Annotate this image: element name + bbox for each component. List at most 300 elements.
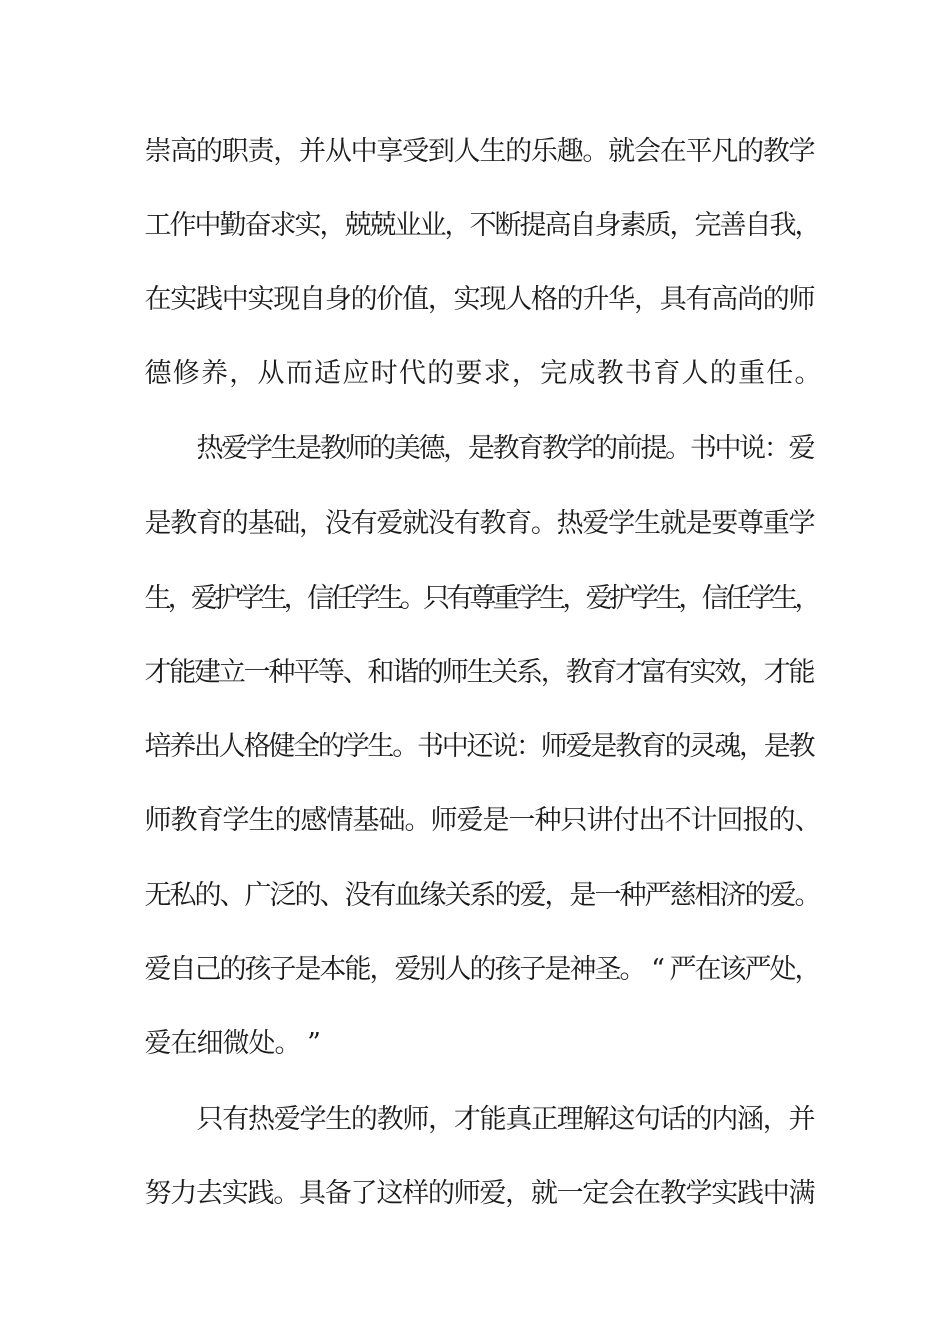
glyph: 爱 <box>769 880 797 911</box>
glyph: 魂 <box>714 731 742 762</box>
glyph: 代 <box>398 358 426 389</box>
glyph: 育 <box>590 657 618 688</box>
glyph: 子 <box>269 954 297 985</box>
glyph: 职 <box>221 136 249 167</box>
glyph: ， <box>283 583 311 614</box>
glyph: 会 <box>608 1178 636 1209</box>
glyph: 中 <box>221 284 249 315</box>
glyph: 师 <box>441 657 469 688</box>
glyph: 热 <box>556 508 584 539</box>
text-line <box>0 579 950 619</box>
glyph: 生 <box>367 731 395 762</box>
text-line <box>0 1024 950 1064</box>
glyph: 谐 <box>392 657 420 688</box>
glyph: 血 <box>394 880 422 911</box>
glyph: 说 <box>491 731 519 762</box>
glyph: 、 <box>319 880 347 911</box>
glyph: 任 <box>724 583 752 614</box>
glyph: 种 <box>619 880 647 911</box>
text-line <box>0 1174 950 1214</box>
glyph: 的 <box>591 433 619 464</box>
glyph: 的 <box>505 136 533 167</box>
glyph: 就 <box>608 136 636 167</box>
glyph: 富 <box>639 657 667 688</box>
glyph: 自 <box>299 284 327 315</box>
glyph: 没 <box>427 508 455 539</box>
glyph: 严 <box>744 954 772 985</box>
glyph: 一 <box>594 880 622 911</box>
glyph: 践 <box>736 1178 764 1209</box>
glyph: 求 <box>483 358 511 389</box>
glyph: 学 <box>788 136 816 167</box>
glyph: 。 <box>404 805 432 836</box>
glyph: 。 <box>392 731 420 762</box>
glyph: 德 <box>144 358 172 389</box>
glyph: 适 <box>314 358 342 389</box>
glyph: 师 <box>788 284 816 315</box>
glyph: 践 <box>247 1178 275 1209</box>
glyph: 值 <box>402 284 430 315</box>
text-line <box>0 653 950 693</box>
glyph: 趣 <box>556 136 584 167</box>
glyph: 。 <box>582 136 610 167</box>
glyph: 神 <box>569 954 597 985</box>
glyph: 能 <box>344 954 372 985</box>
glyph: 关 <box>444 880 472 911</box>
glyph: 任 <box>766 358 794 389</box>
glyph: 能 <box>788 657 816 688</box>
glyph: 系 <box>516 657 544 688</box>
glyph: ， <box>794 583 822 614</box>
glyph: 任 <box>330 583 358 614</box>
glyph: 出 <box>638 805 666 836</box>
glyph: 生 <box>376 583 404 614</box>
glyph: 兢 <box>369 210 397 241</box>
glyph: 慈 <box>669 880 697 911</box>
glyph: 生 <box>466 657 494 688</box>
glyph: 格 <box>530 284 558 315</box>
glyph: 师 <box>344 433 372 464</box>
glyph: ” <box>307 1028 321 1059</box>
glyph: 这 <box>376 1178 404 1209</box>
glyph: 生 <box>260 583 288 614</box>
glyph: 广 <box>244 880 272 911</box>
glyph: 实 <box>294 210 322 241</box>
glyph: 善 <box>719 210 747 241</box>
glyph: 的 <box>664 731 692 762</box>
glyph: 该 <box>719 954 747 985</box>
text-line <box>0 876 950 916</box>
glyph: 勤 <box>219 210 247 241</box>
glyph: 的 <box>744 880 772 911</box>
glyph: 。 <box>273 1178 301 1209</box>
glyph: 重 <box>492 583 520 614</box>
glyph: ， <box>794 954 822 985</box>
glyph: 。 <box>399 583 427 614</box>
glyph: 真 <box>505 1104 533 1135</box>
glyph: 学 <box>245 433 273 464</box>
glyph: 正 <box>531 1104 559 1135</box>
glyph: 生 <box>771 583 799 614</box>
glyph: 身 <box>324 284 352 315</box>
glyph: 、 <box>794 805 822 836</box>
glyph: 育 <box>196 805 224 836</box>
glyph: 培 <box>144 731 172 762</box>
glyph: 人 <box>444 954 472 985</box>
glyph: “ <box>651 954 665 985</box>
glyph: 会 <box>633 136 661 167</box>
glyph: 应 <box>342 358 370 389</box>
glyph: 爱 <box>273 1104 301 1135</box>
glyph: 满 <box>788 1178 816 1209</box>
glyph: 爱 <box>565 731 593 762</box>
glyph: ， <box>762 1104 790 1135</box>
glyph: 本 <box>319 954 347 985</box>
glyph: 理 <box>556 1104 584 1135</box>
glyph: 我 <box>769 210 797 241</box>
glyph: 尊 <box>736 508 764 539</box>
glyph: ， <box>794 210 822 241</box>
glyph: 只 <box>560 805 588 836</box>
glyph: 爱 <box>479 1178 507 1209</box>
glyph: 的 <box>685 1104 713 1135</box>
glyph: 乐 <box>530 136 558 167</box>
glyph: 前 <box>615 433 643 464</box>
glyph: 中 <box>441 731 469 762</box>
glyph: ， <box>319 210 347 241</box>
text-line <box>0 429 950 469</box>
glyph: 等 <box>317 657 345 688</box>
glyph: 学 <box>353 583 381 614</box>
glyph: 。 <box>619 954 647 985</box>
glyph: 还 <box>466 731 494 762</box>
glyph: 生 <box>144 583 172 614</box>
glyph: 兢 <box>344 210 372 241</box>
glyph: 回 <box>716 805 744 836</box>
glyph: 建 <box>194 657 222 688</box>
glyph: 完 <box>540 358 568 389</box>
glyph: 的 <box>709 358 737 389</box>
glyph: 工 <box>144 210 172 241</box>
glyph: 师 <box>402 1104 430 1135</box>
glyph: 圣 <box>594 954 622 985</box>
glyph: 付 <box>612 805 640 836</box>
glyph: ， <box>669 210 697 241</box>
glyph: 在 <box>170 1028 198 1059</box>
glyph: 济 <box>719 880 747 911</box>
glyph: ， <box>167 583 195 614</box>
glyph: 有 <box>446 583 474 614</box>
glyph: 教 <box>492 433 520 464</box>
glyph: 爱 <box>394 954 422 985</box>
glyph: 自 <box>744 210 772 241</box>
glyph: 关 <box>491 657 519 688</box>
glyph: 有 <box>453 508 481 539</box>
glyph: 书 <box>689 433 717 464</box>
glyph: ， <box>562 583 590 614</box>
text-line <box>0 504 950 544</box>
glyph: 子 <box>519 954 547 985</box>
glyph: 是 <box>763 731 791 762</box>
glyph: ， <box>299 508 327 539</box>
glyph: 高 <box>711 284 739 315</box>
glyph: 基 <box>247 508 275 539</box>
glyph: 在 <box>659 136 687 167</box>
glyph: 求 <box>269 210 297 241</box>
glyph: 相 <box>694 880 722 911</box>
text-line <box>0 801 950 841</box>
glyph: 效 <box>714 657 742 688</box>
glyph: 要 <box>711 508 739 539</box>
glyph: 具 <box>299 1178 327 1209</box>
glyph: 教 <box>596 358 624 389</box>
text-line <box>0 206 950 246</box>
glyph: 微 <box>222 1028 250 1059</box>
glyph: 素 <box>619 210 647 241</box>
glyph: 平 <box>685 136 713 167</box>
glyph: 爱 <box>585 583 613 614</box>
glyph: ， <box>443 433 471 464</box>
glyph: 爱 <box>519 880 547 911</box>
glyph: 的 <box>762 284 790 315</box>
glyph: 一 <box>556 1178 584 1209</box>
glyph: 从 <box>257 358 285 389</box>
glyph: 学 <box>515 583 543 614</box>
glyph: 人 <box>681 358 709 389</box>
glyph: 学 <box>342 731 370 762</box>
glyph: 就 <box>530 1178 558 1209</box>
glyph: 美 <box>393 433 421 464</box>
glyph: 己 <box>194 954 222 985</box>
glyph: 生 <box>325 1104 353 1135</box>
glyph: 的 <box>274 805 302 836</box>
glyph: 能 <box>169 657 197 688</box>
glyph: 崇 <box>144 136 172 167</box>
glyph: 中 <box>350 136 378 167</box>
glyph: 、 <box>342 657 370 688</box>
glyph: 严 <box>669 954 697 985</box>
glyph: 热 <box>247 1104 275 1135</box>
glyph: 就 <box>402 508 430 539</box>
glyph: 才 <box>453 1104 481 1135</box>
glyph: 信 <box>701 583 729 614</box>
glyph: 有 <box>369 880 397 911</box>
glyph: 高 <box>544 210 572 241</box>
glyph: 生 <box>270 433 298 464</box>
glyph: 现 <box>273 284 301 315</box>
text-line <box>0 354 950 394</box>
glyph: 是 <box>590 731 618 762</box>
glyph: 和 <box>367 657 395 688</box>
glyph: 计 <box>690 805 718 836</box>
glyph: 中 <box>714 433 742 464</box>
glyph: 有 <box>685 284 713 315</box>
glyph: 备 <box>324 1178 352 1209</box>
glyph: 报 <box>742 805 770 836</box>
glyph: 重 <box>737 358 765 389</box>
glyph: 价 <box>376 284 404 315</box>
glyph: 书 <box>416 731 444 762</box>
glyph: 平 <box>293 657 321 688</box>
glyph: 实 <box>221 1178 249 1209</box>
glyph: 完 <box>694 210 722 241</box>
glyph: 孩 <box>244 954 272 985</box>
text-line <box>0 280 950 320</box>
glyph: ， <box>738 731 766 762</box>
glyph: 泛 <box>269 880 297 911</box>
glyph: 全 <box>293 731 321 762</box>
glyph: 教 <box>170 805 198 836</box>
glyph: 细 <box>196 1028 224 1059</box>
glyph: 华 <box>608 284 636 315</box>
glyph: 在 <box>633 1178 661 1209</box>
glyph: ， <box>369 954 397 985</box>
glyph: 处 <box>248 1028 276 1059</box>
glyph: 有 <box>350 508 378 539</box>
glyph: 感 <box>300 805 328 836</box>
glyph: 基 <box>352 805 380 836</box>
glyph: 的 <box>416 657 444 688</box>
glyph: 这 <box>608 1104 636 1135</box>
glyph: 一 <box>243 657 271 688</box>
glyph: 实 <box>711 1178 739 1209</box>
glyph: 努 <box>144 1178 172 1209</box>
glyph: 学 <box>566 433 594 464</box>
text-line <box>0 1100 950 1140</box>
glyph: 受 <box>402 136 430 167</box>
glyph: 教 <box>479 508 507 539</box>
glyph: 情 <box>326 805 354 836</box>
glyph: 生 <box>633 508 661 539</box>
glyph: 话 <box>659 1104 687 1135</box>
glyph: 的 <box>736 136 764 167</box>
glyph: 时 <box>370 358 398 389</box>
glyph: 提 <box>519 210 547 241</box>
glyph: 人 <box>505 284 533 315</box>
glyph: 到 <box>427 136 455 167</box>
glyph: 凡 <box>711 136 739 167</box>
glyph: 的 <box>196 136 224 167</box>
glyph: 爱 <box>456 805 484 836</box>
glyph: 尚 <box>736 284 764 315</box>
glyph: 就 <box>659 508 687 539</box>
glyph: 生 <box>539 583 567 614</box>
glyph: 的 <box>768 805 796 836</box>
glyph: 生 <box>655 583 683 614</box>
glyph: 质 <box>644 210 672 241</box>
glyph: 人 <box>218 731 246 762</box>
glyph: ， <box>229 358 257 389</box>
glyph: 私 <box>169 880 197 911</box>
glyph: 教 <box>762 136 790 167</box>
glyph: 础 <box>378 805 406 836</box>
glyph: ： <box>763 433 791 464</box>
glyph: 力 <box>170 1178 198 1209</box>
glyph: 没 <box>324 508 352 539</box>
glyph: 是 <box>544 954 572 985</box>
glyph: 育 <box>196 508 224 539</box>
glyph: 的 <box>469 954 497 985</box>
glyph: 。 <box>530 508 558 539</box>
glyph: 爱 <box>221 433 249 464</box>
glyph: 无 <box>144 880 172 911</box>
glyph: 教 <box>565 657 593 688</box>
glyph: 护 <box>608 583 636 614</box>
glyph: 教 <box>376 1104 404 1135</box>
glyph: ， <box>633 284 661 315</box>
glyph: 孩 <box>494 954 522 985</box>
glyph: 生 <box>248 805 276 836</box>
glyph: 样 <box>402 1178 430 1209</box>
glyph: 缘 <box>419 880 447 911</box>
glyph: 在 <box>694 954 722 985</box>
glyph: 人 <box>453 136 481 167</box>
glyph: 说 <box>739 433 767 464</box>
glyph: 自 <box>569 210 597 241</box>
text-line <box>0 132 950 172</box>
glyph: 师 <box>430 805 458 836</box>
glyph: 育 <box>639 731 667 762</box>
glyph: ： <box>516 731 544 762</box>
glyph: 学 <box>748 583 776 614</box>
glyph: 爱 <box>788 433 816 464</box>
glyph: 实 <box>689 657 717 688</box>
glyph: ， <box>428 1104 456 1135</box>
glyph: 并 <box>299 136 327 167</box>
glyph: 教 <box>541 433 569 464</box>
glyph: 具 <box>659 284 687 315</box>
glyph: 出 <box>194 731 222 762</box>
glyph: 热 <box>196 433 224 464</box>
glyph: 的 <box>221 508 249 539</box>
glyph: ， <box>444 210 472 241</box>
glyph: ， <box>427 284 455 315</box>
glyph: 断 <box>494 210 522 241</box>
glyph: 格 <box>243 731 271 762</box>
glyph: 了 <box>350 1178 378 1209</box>
glyph: ， <box>511 358 539 389</box>
glyph: 涵 <box>737 1104 765 1135</box>
glyph: 师 <box>540 731 568 762</box>
glyph: 学 <box>632 583 659 614</box>
glyph: 。 <box>794 358 822 389</box>
glyph: 自 <box>169 954 197 985</box>
glyph: 育 <box>505 508 533 539</box>
glyph: 有 <box>222 1104 250 1135</box>
glyph: 的 <box>350 284 378 315</box>
glyph: 高 <box>170 136 198 167</box>
glyph: 身 <box>594 210 622 241</box>
glyph: 成 <box>568 358 596 389</box>
glyph: 教 <box>659 1178 687 1209</box>
glyph: 爱 <box>376 508 404 539</box>
glyph: 现 <box>479 284 507 315</box>
glyph: 中 <box>762 1178 790 1209</box>
glyph: 的 <box>350 1104 378 1135</box>
glyph: 中 <box>194 210 222 241</box>
glyph: 才 <box>615 657 643 688</box>
glyph: 养 <box>169 731 197 762</box>
glyph: 础 <box>273 508 301 539</box>
glyph: 的 <box>427 358 455 389</box>
glyph: 解 <box>582 1104 610 1135</box>
glyph: 的 <box>494 880 522 911</box>
glyph: 系 <box>469 880 497 911</box>
glyph: 的 <box>369 433 397 464</box>
glyph: 学 <box>222 805 250 836</box>
glyph: 能 <box>479 1104 507 1135</box>
glyph: 而 <box>285 358 313 389</box>
